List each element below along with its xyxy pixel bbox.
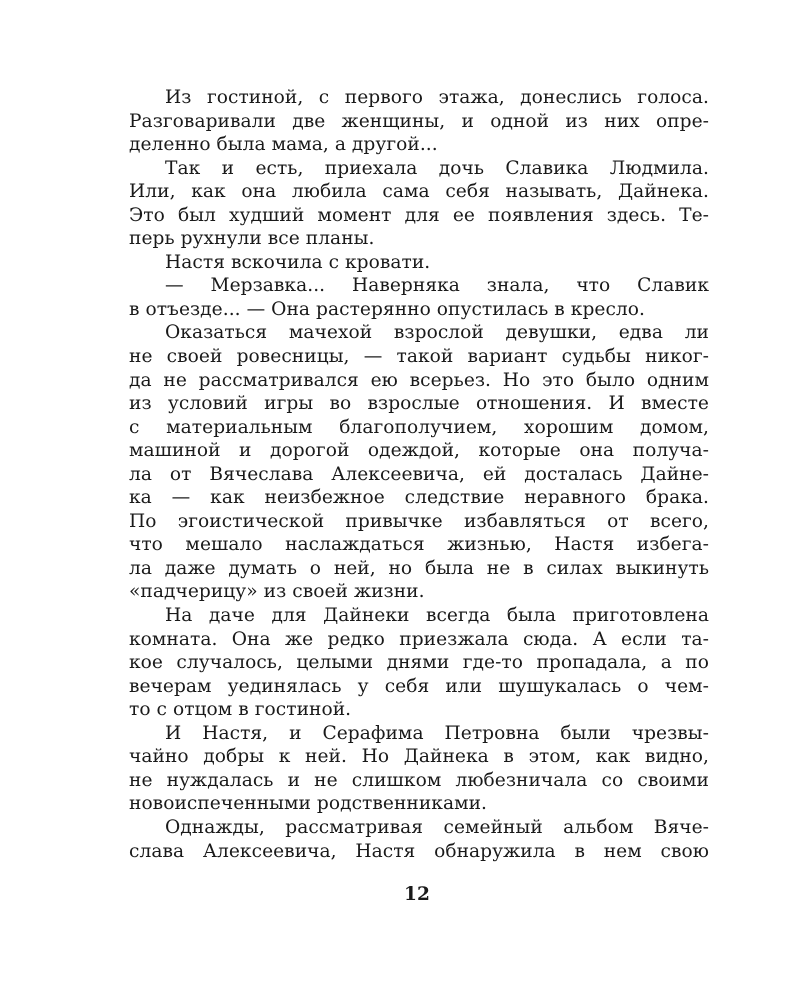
text-line: из условий игры во взрослые отношения. И вместе — [129, 393, 709, 415]
text-line: ла от Вячеслава Алексеевича, ей досталась Дайне- — [129, 463, 709, 485]
text-line: да не рассматривался ею всерьез. Но это было одним — [129, 369, 709, 391]
text-line: не нуждалась и не слишком любезничала со своими — [129, 769, 709, 791]
text-line: ла даже думать о ней, но была не в силах выкинуть — [129, 557, 709, 579]
text-line: На даче для Дайнеки всегда была приготовлена — [165, 605, 709, 627]
text-line: Так и есть, приехала дочь Славика Людмила. — [165, 157, 709, 179]
text-line: Разговаривали две женщины, и одной из них опре- — [129, 110, 709, 132]
text-line: деленно была мама, а другой... — [129, 134, 438, 156]
text-line: И Настя, и Серафима Петровна были чрезвы- — [165, 722, 709, 744]
text-line: комната. Она же редко приезжала сюда. А если та- — [129, 628, 709, 650]
text-line: слава Алексеевича, Настя обнаружила в нем свою — [129, 840, 709, 862]
text-line: чайно добры к ней. Но Дайнека в этом, как видно, — [129, 746, 709, 768]
text-line: новоиспеченными родственниками. — [129, 793, 488, 815]
text-line: Однажды, рассматривая семейный альбом Вяче- — [165, 816, 709, 838]
text-line: машиной и дорогой одеждой, которые она получа- — [129, 440, 709, 462]
text-line: — Мерзавка... Наверняка знала, что Славик — [165, 275, 709, 297]
text-line: Настя вскочила с кровати. — [165, 251, 431, 273]
page-number: 12 — [404, 884, 430, 905]
text-line: перь рухнули все планы. — [129, 228, 375, 250]
text-line: Оказаться мачехой взрослой девушки, едва ли — [165, 322, 709, 344]
text-line: то с отцом в гостиной. — [129, 699, 352, 721]
text-line: ка — как неизбежное следствие неравного брака. — [129, 487, 709, 509]
text-line: вечерам уединялась у себя или шушукалась о чем- — [129, 675, 709, 697]
text-line: Это был худший момент для ее появления здесь. Те- — [129, 204, 709, 226]
body-text — [129, 86, 709, 863]
text-line: в отъезде... — Она растерянно опустилась в кресло. — [129, 298, 645, 320]
text-line: кое случалось, целыми днями где-то пропадала, а по — [129, 652, 709, 674]
text-line: «падчерицу» из своей жизни. — [129, 581, 425, 603]
text-line: По эгоистической привычке избавляться от всего, — [129, 510, 709, 532]
text-line: не своей ровесницы, — такой вариант судьбы никог- — [129, 346, 709, 368]
text-line: Или, как она любила сама себя называть, Дайнека. — [129, 181, 709, 203]
text-line: с материальным благополучием, хорошим домом, — [129, 416, 709, 438]
text-line: Из гостиной, с первого этажа, донеслись голоса. — [165, 87, 709, 108]
text-line: что мешало наслаждаться жизнью, Настя избега- — [129, 534, 709, 556]
